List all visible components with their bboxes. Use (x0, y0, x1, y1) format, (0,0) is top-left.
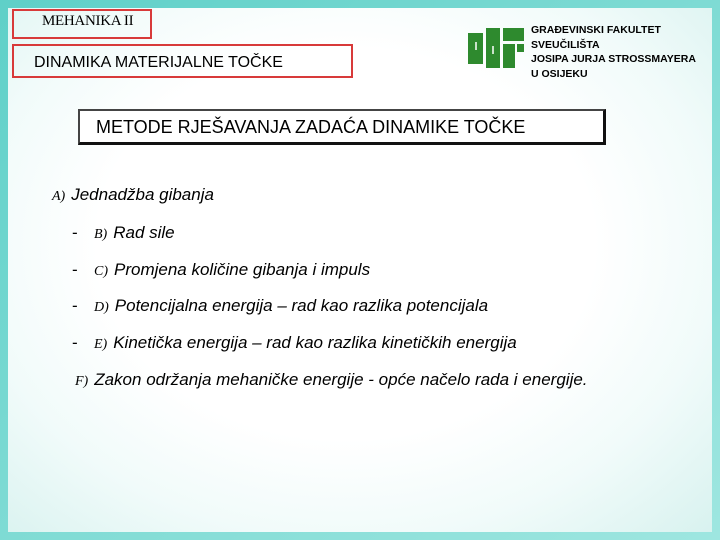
faculty-line: SVEUČILIŠTA (531, 38, 600, 51)
item-letter: B) (94, 227, 108, 242)
course-label: MEHANIKA II (42, 13, 134, 29)
slide-title-box (12, 44, 353, 78)
list-item (72, 296, 488, 316)
list-item (72, 333, 517, 353)
faculty-line: JOSIPA JURJA STROSSMAYERA (531, 53, 696, 65)
faculty-line: GRAĐEVINSKI FAKULTET (531, 24, 661, 36)
item-letter: A) (52, 189, 66, 204)
section-heading-box (78, 109, 606, 145)
list-item (72, 223, 175, 243)
item-dash: - (72, 260, 78, 279)
item-letter: D) (94, 300, 109, 315)
item-dash: - (72, 296, 78, 315)
logo-block-top (503, 28, 524, 41)
item-text: Rad sile (113, 223, 175, 242)
faculty-line: U OSIJEKU (531, 67, 588, 80)
slide-title: DINAMIKA MATERIJALNE TOČKE (34, 54, 283, 71)
item-dash: - (72, 333, 78, 352)
item-text: Kinetička energija – rad kao razlika kinetičkih energija (113, 333, 517, 352)
item-text: Promjena količine gibanja i impuls (114, 260, 371, 279)
item-dash: - (72, 223, 78, 242)
item-text: Potencijalna energija – rad kao razlika potencijala (114, 296, 489, 315)
item-letter: F) (75, 374, 89, 389)
item-letter: C) (94, 264, 108, 279)
list-item (52, 185, 214, 205)
course-label-box (12, 9, 152, 39)
faculty-logo (468, 28, 524, 70)
list-item (72, 260, 370, 280)
list-item (75, 370, 588, 390)
item-text: Jednadžba gibanja (71, 185, 214, 204)
item-letter: E) (94, 337, 108, 352)
faculty-name (531, 23, 696, 81)
section-heading: METODE RJEŠAVANJA ZADAĆA DINAMIKE TOČKE (96, 117, 526, 137)
item-text: Zakon održanja mehaničke energije - opće načelo rada i energije. (94, 370, 588, 389)
logo-block-right (503, 44, 515, 68)
